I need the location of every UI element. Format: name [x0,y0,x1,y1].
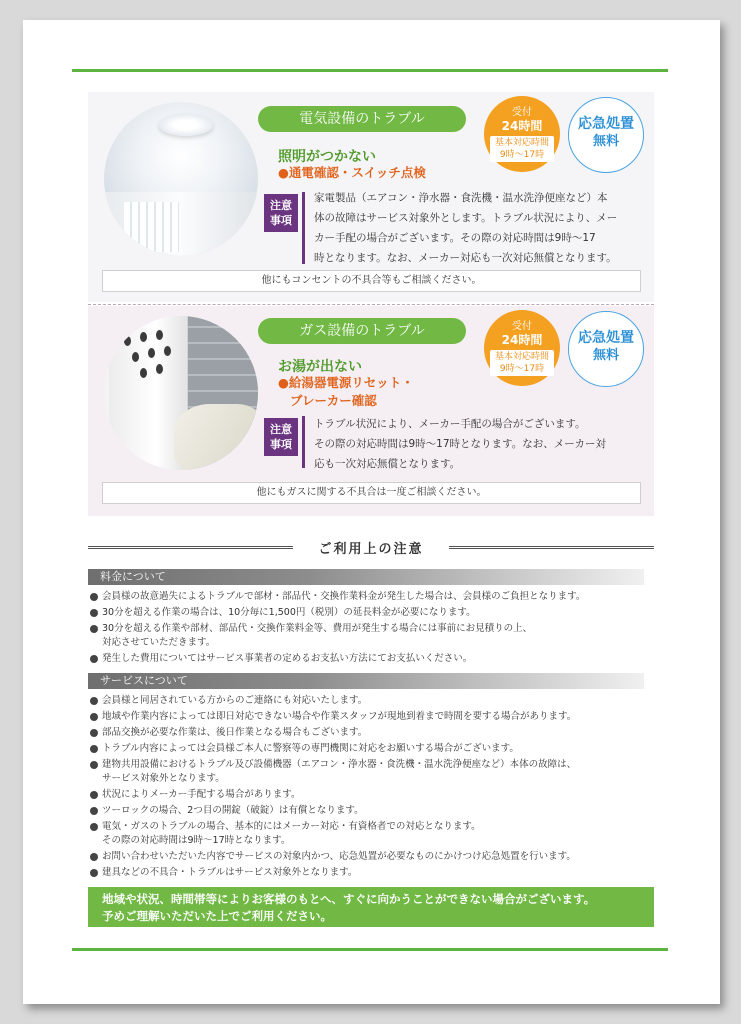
reception-24h-badge: 受付 24時間 基本対応時間 9時〜17時 [484,96,560,172]
emergency-free-badge: 応急処置 無料 [568,97,644,173]
service-category-bar: サービスについて [88,673,644,689]
list-item: 発生した費用についてはサービス事業者の定めるお支払い方法にてお支払いください。 [88,652,648,666]
list-item: 30分を超える作業や部材、部品代・交換作業料金等、費用が発生する場合には事前にお見積りの上、 対応させていただきます。 [88,622,648,650]
list-item: 電気・ガスのトラブルの場合、基本的にはメーカー対応・有資格者での対応となります。 その際の対応時間は9時〜17時となります。 [88,820,648,848]
gas-action: ●給湯器電源リセット・ ブレーカー確認 [278,375,414,408]
electric-note-tag: 注意 事項 [264,194,298,232]
service-list [88,694,648,882]
electric-title: 電気設備のトラブル [258,106,466,132]
usage-heading [88,538,654,556]
electric-symptom: 照明がつかない [278,149,376,165]
electric-note-bar [302,192,305,264]
electric-sub-note: 他にもコンセントの不具合等もご相談ください。 [102,270,641,292]
list-item: 部品交換が必要な作業は、後日作業となる場合もございます。 [88,726,648,740]
ceiling-light-photo [104,102,258,256]
emergency-free-badge: 応急処置 無料 [568,311,644,387]
top-green-rule [72,69,668,72]
electric-action: ●通電確認・スイッチ点検 [278,165,426,180]
gas-note-tag: 注意 事項 [264,418,298,456]
gas-sub-note: 他にもガスに関する不具合は一度ご相談ください。 [102,482,641,504]
gas-title: ガス設備のトラブル [258,318,466,344]
electric-section [88,92,654,302]
list-item: ツーロックの場合、2つ目の開錠（破錠）は有償となります。 [88,804,648,818]
list-item: 会員様と同居されている方からのご連絡にも対応いたします。 [88,694,648,708]
gas-section [88,306,654,516]
list-item: 建物共用設備におけるトラブル及び設備機器（エアコン・浄水器・食洗機・温水洗浄便座など）本体の故障は、 サービス対象外となります。 [88,758,648,786]
list-item: 建具などの不具合・トラブルはサービス対象外となります。 [88,866,648,880]
list-item: 30分を超える作業の場合は、10分毎に1,500円（税別）の延長料金が必要になります。 [88,606,648,620]
list-item: 状況によりメーカー手配する場合があります。 [88,788,648,802]
list-item: 地域や作業内容によっては即日対応できない場合や作業スタッフが現地到着まで時間を要する場合があります。 [88,710,648,724]
fee-list [88,590,648,668]
gas-note-bar [302,416,305,468]
gas-note-text: トラブル状況により、メーカー手配の場合がございます。 その際の対応時間は9時〜17時となります。なお、メーカー対 応も一次対応無償となります。 [314,418,606,470]
bottom-green-rule [72,948,668,951]
gas-symptom: お湯が出ない [278,359,362,375]
list-item: お問い合わせいただいた内容でサービスの対象内かつ、応急処置が必要なものにかけつけ応急処置を行います。 [88,850,648,864]
list-item: トラブル内容によっては会員様ご本人に警察等の専門機関に対応をお願いする場合がございます。 [88,742,648,756]
fee-category-bar: 料金について [88,569,644,585]
electric-note-text: 家電製品（エアコン・浄水器・食洗機・温水洗浄便座など）本 体の故障はサービス対象外とします。トラブル状況により、メー カー手配の場合がございます。その際の対応時間は9時〜17 時となります。なお、メーカー対応も一次対応無償となります。 [314,192,618,264]
section-divider [88,304,654,305]
usage-title: ご利用上の注意 [318,542,424,557]
reception-24h-badge: 受付 24時間 基本対応時間 9時〜17時 [484,310,560,386]
footer-notice: 地域や状況、時間帯等によりお客様のもとへ、すぐに向かうことができない場合がございます。 予めご理解いただいた上でご利用ください。 [88,887,654,927]
list-item: 会員様の故意過失によるトラブルで部材・部品代・交換作業料金が発生した場合は、会員様のご負担となります。 [88,590,648,604]
water-heater-photo [104,316,258,470]
